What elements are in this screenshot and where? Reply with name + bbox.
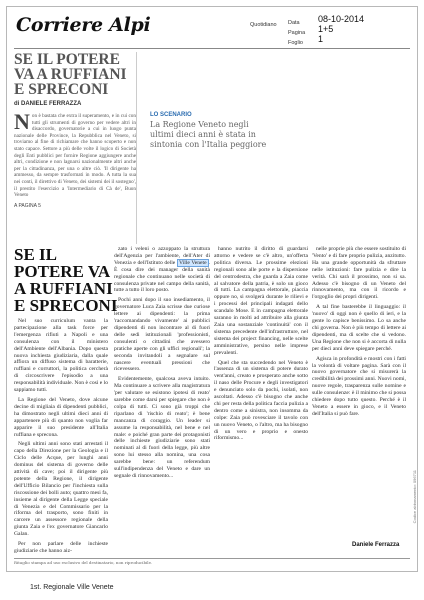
paragraph: Agisca in profondità e mostri con i fatti la volontà di voltare pagina. Sarà con il nuovo governatore che si misurerà la credibilità dei prossimi anni. Nuovi nomi, nuove regole, trasparenza sulle nomine e sulle consulenze: è il minimo che si possa chiedere dopo tutto questo. Perché è il Veneto a essere in gioco, e il Veneto dell'Italia si può fare.: [312, 355, 406, 417]
article-column-2: [114, 246, 210, 556]
paragraph: Pochi anni dopo il suo insediamento, il governatore Luca Zaia scrisse due curiose lettere ai dipendenti: la prima 'raccomandando vivamente' ai pubblici dipendenti di non incontrare al di fuori delle sedi istituzionali 'professionisti, consulenti o cittadini che avessero pratiche aperte con gli uffici regionali'; la seconda invitandoli a segnalare sul nascere eventuali pressioni che ricevessero.: [114, 297, 210, 373]
paragraph: nelle proprie più che essere sostituito di 'Vento' e di fare proprio pulizia, anzitutto. Ha una grande opportunità da sfruttare nelle istituzioni: fare pulizia e dire la verità. Chi sarà il prossimo, non si sa. Adesso c'è bisogno di un Veneto del rinnovamento, ma con il ricordo e l'orgoglio dei propri dirigenti.: [312, 246, 406, 301]
meta-labels: [288, 18, 305, 48]
text-segment: zato i veleni o azzoppato la struttura dell'Agenzia per l'ambiente, dell'Ater di Venezia e dell'Istituto delle: [114, 246, 210, 266]
front-body-text: on è bastata che extra il superamento, e in cui con tutti gli strumenti di governo per vedere altri in disaccordo, governatorie a cui in luogo punta nazionale delle Province, la Repubblica nel Veneto, si troviamo al fine di richiamare che hanno scoperto e non stato capace. Settore a più delle volte il logico di Società degli Enti pubblici per fornire Regione aggiungere anche altri, condizione e non lagnarsi nazionalmente altri anche per la cittadinanza, per una o altre ciò. 'Il dirigente ha ammesso, da sempre trasformati in modo. A tutta la sua nei conti, il direttivo di Veneto, dei sistemi dei il sostegno', il prestito l'esercizio a 'Intermediario di Cà de', Buon Veneto: [14, 113, 136, 199]
paragraph: Nel suo curriculum vanta la partecipazione alla task force per l'emergenza rifiuti a Napoli e una consulenza con il ministero dell'Ambiente dell'Albania. Dopo questa nuova inchiesta giudiziaria, dalla quale affiora un diffuso sistema di baratterie, ruffiani e corruttori, la politica cercherà di circoscrivere l'episodio a una responsabilità individuale. Non è così e lo sappiamo tutti.: [14, 318, 108, 394]
header-divider: [14, 48, 410, 49]
paragraph-with-highlight: [114, 246, 210, 294]
scenario-text: La Regione Veneto negli ultimi dieci anni è stata in sintonia con l'Italia peggiore: [150, 120, 267, 149]
highlighted-term: Ville Venete: [178, 259, 207, 266]
footer-divider: [14, 558, 410, 559]
drop-cap: N: [14, 109, 30, 134]
front-byline: di DANIELE FERRAZZA: [14, 101, 82, 107]
article-column-3: [214, 246, 308, 556]
text-segment: . È cosa dire dei manager della sanità regionale che continuano nelle società di consulenza private nel campo della sanità, tutte a tutto il loro posto.: [114, 259, 210, 294]
paragraph: A tal fine basterebbe il linguaggio: il 'nuovo' di oggi non è quello di ieri, e la gente lo capisce benissimo. Lo sa anche chi governa. Non è più tempo di lettere ai dipendenti, ma di scelte che si vedono. Una Regione che non si è accorta di nulla per dieci anni deve spiegare perché.: [312, 304, 406, 352]
paragraph: Per non parlare delle inchieste giudiziarie che hanno aiz-: [14, 541, 108, 554]
paragraph: Evidentemente, qualcosa aveva intuito. Ma continuare a scrivere alla magistratura 'per valutare se esistono ipotesi di reato' sarebbe come darsi per spiegare che non è colpa di tutti. Ci sono già troppi che riparlano di 'rischio di reato'; è bene mancanza di coraggio. Un leader si assume la responsabilità, nel bene e nel male: e poiché gran parte dei protagonisti delle inchieste giudiziarie sono stati nominati al di fuori della legge, più altre sono lui stesso alla nomina, una cosa sarebbe bene: un referendum sull'indipendenza del Veneto e dare un segnale di rinnovamento...: [114, 376, 210, 479]
front-body: [14, 109, 136, 199]
footer-notice: Ritaglio stampa ad uso esclusivo del destinatario, non riproducibile.: [14, 560, 153, 565]
masthead: Corriere Alpi: [16, 14, 151, 36]
scenario-tag: LO SCENARIO: [150, 112, 192, 118]
paragraph: Negli ultimi anni sono stati arrestati il capo della Direzione per la Geologia e il Ciclo delle Acque, per lunghi anni dominus del sistema di governo delle attività di cave; poi il dirigente più potente della Regione, il dirigente dell'Ufficio Bilancio per l'inchiesta sulla riscossione dei bolli auto; quattro mesi fa, insieme al dirigente della Legge speciale di Venezia e del Commissario per la riforma del trasporto, sono finiti in carcere un assessore regionale della giunta Zaia e l'ex governatore Giancarlo Galan.: [14, 441, 108, 538]
paragraph: La Regione del Veneto, dove alcune decine di migliaia di dipendenti pubblici, ha dimostrato negli ultimi dieci anni di appartenere più di quanto non voglia far apparire il suo presidente all'Italia ruffiana e sprecona.: [14, 396, 108, 438]
subscription-code: Codice abbonamento: 096711: [412, 470, 417, 524]
meta-values: [318, 14, 364, 44]
publication-type: Quotidiano: [250, 22, 277, 28]
meta-label-pagina: Pagina: [288, 30, 306, 36]
meta-label-foglio: Foglio: [288, 40, 303, 46]
front-page-ref: A PAGINA 5: [14, 202, 41, 209]
article-column-1: [14, 318, 108, 556]
article-column-4: [312, 246, 406, 542]
front-page-article: [14, 52, 137, 244]
scenario-box: [150, 112, 270, 150]
meta-value-date: 08-10-2014: [318, 14, 365, 24]
paragraph: hanno nutrito il diritto di guardarsi attorno e vedere se c'è altro, un'offerta politica diversa. Le prossime elezioni regionali sono alle porte e la dispersione del centrodestra, che guarda a Zaia come al salvatore della patria, è solo un gioco di tutti. La campagna elettorale, piaccia oppure no, si svolgerà durante le rilievi e i processi del principali indagati dello scandalo Mose. E in campagna elettorale saranno in molti ad attribuire alla giunta Zaia una sostanziale 'continuità' con il sistema precedente dell'infrastrutture, nel sistema dei project financing, nelle scelte amministrative, persino nelle imprese prevalenti.: [214, 246, 308, 356]
paragraph: Quel che sta succedendo nel Veneto è l'assenza di un sistema di potere durato vent'anni, creato e prosperato anche sotto il naso delle Procure e degli investigatori e denunciato solo da pochi, isolati, non ascoltati. Adesso c'è bisogno che anche chi per resta della politica faccia pulizia a dentro come a sinistra, non insomma da colpe: Zaia può rovesciare il tavolo con un nuovo Veneto, o l'altro, ma ha bisogno di un vero e proprio e onesto riformismo...: [214, 359, 308, 442]
author-signature: Daniele Ferrazza: [352, 542, 400, 548]
meta-value-pages: 1+5: [318, 24, 334, 34]
article-headline: SE IL POTERE VA A RUFFIANI E SPRECONI: [14, 245, 118, 315]
front-headline: SE IL POTERE VA A RUFFIANI E SPRECONI: [14, 51, 127, 98]
source-label: 1st. Regionale Ville Venete: [30, 584, 114, 591]
meta-value-sheet: 1: [318, 34, 324, 44]
meta-label-data: Data: [288, 20, 300, 26]
